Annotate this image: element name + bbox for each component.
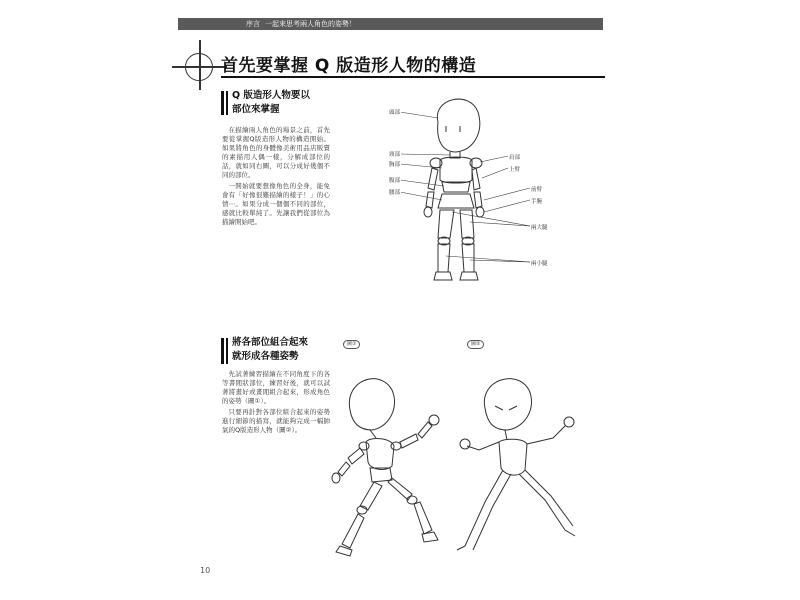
page-number: 10: [200, 566, 211, 575]
section2-paragraph2: 只要再針對各部位組合起來的姿勢進行細節的描寫，就能夠完成一幅帥氣的Q版造形人物（圖②）。: [222, 408, 330, 434]
section1-paragraph1: 在描繪兩人角色的場景之前，首先要從掌握Q版造形人物的構造開始。如果將角色的身體像美術用品店販賣的素描用人偶一樣，分解成部位的話，就如同右圖，可以分成好幾個不同的部位。: [222, 126, 330, 179]
title-rule: [221, 76, 605, 78]
section1-heading-line2: 部位來掌握: [232, 104, 280, 115]
section1-heading-line1: Q 版造形人物要以: [232, 90, 310, 101]
posed-mannequin-figure: [330, 350, 460, 560]
section1-heading: [232, 89, 310, 117]
label-calf: 兩小腿: [531, 261, 548, 267]
section2-paragraph1: 先試著練習描繪在不同角度下的各等書閒狀部位，練習好後，就可以試著將畫好或畫閒組合起來，形成角色的姿勢（圖①）。: [222, 370, 330, 405]
label-shoulder: 肩部: [509, 155, 521, 161]
label-neck: 頸部: [389, 152, 401, 158]
section2-bar: [221, 338, 224, 364]
section2-heading: [232, 336, 308, 364]
header-bar: [178, 18, 603, 30]
section2-bar-thin: [226, 338, 228, 364]
figure3-label: 圖②: [467, 340, 484, 349]
label-forearm: 前臂: [531, 187, 543, 193]
section1-bar: [221, 91, 224, 115]
section1-bar-thin: [226, 91, 228, 115]
label-upper-arm: 上臂: [509, 167, 521, 173]
section2-heading-line1: 將各部位組合起來: [232, 337, 309, 348]
page-title: 首先要掌握 Q 版造形人物的構造: [221, 56, 477, 76]
label-hip: 腰部: [389, 190, 401, 196]
label-hand: 手腕: [531, 199, 543, 205]
section1-paragraph2: 一開始就要想像角色的全身，能免會有「好像很難描繪的樣子！」的心情⋯。如果分成一個個不同的部位，感就比較單純了。先讓我們從部位為描繪開始吧。: [222, 182, 330, 226]
section2-heading-line2: 就形成各種姿勢: [232, 351, 299, 362]
section1-body: [222, 126, 330, 229]
label-head: 頭部: [389, 110, 401, 116]
finished-character-figure: [455, 350, 605, 560]
label-chest: 胸部: [389, 162, 401, 168]
figure2-label: 圖①: [343, 340, 360, 349]
header-title: 一起來思考兩人角色的姿勢！: [265, 20, 356, 28]
header-chapter: 序言: [246, 20, 260, 28]
label-waist: 腹部: [389, 178, 401, 184]
section2-body: [222, 370, 330, 437]
label-thigh: 兩大腿: [531, 225, 548, 231]
